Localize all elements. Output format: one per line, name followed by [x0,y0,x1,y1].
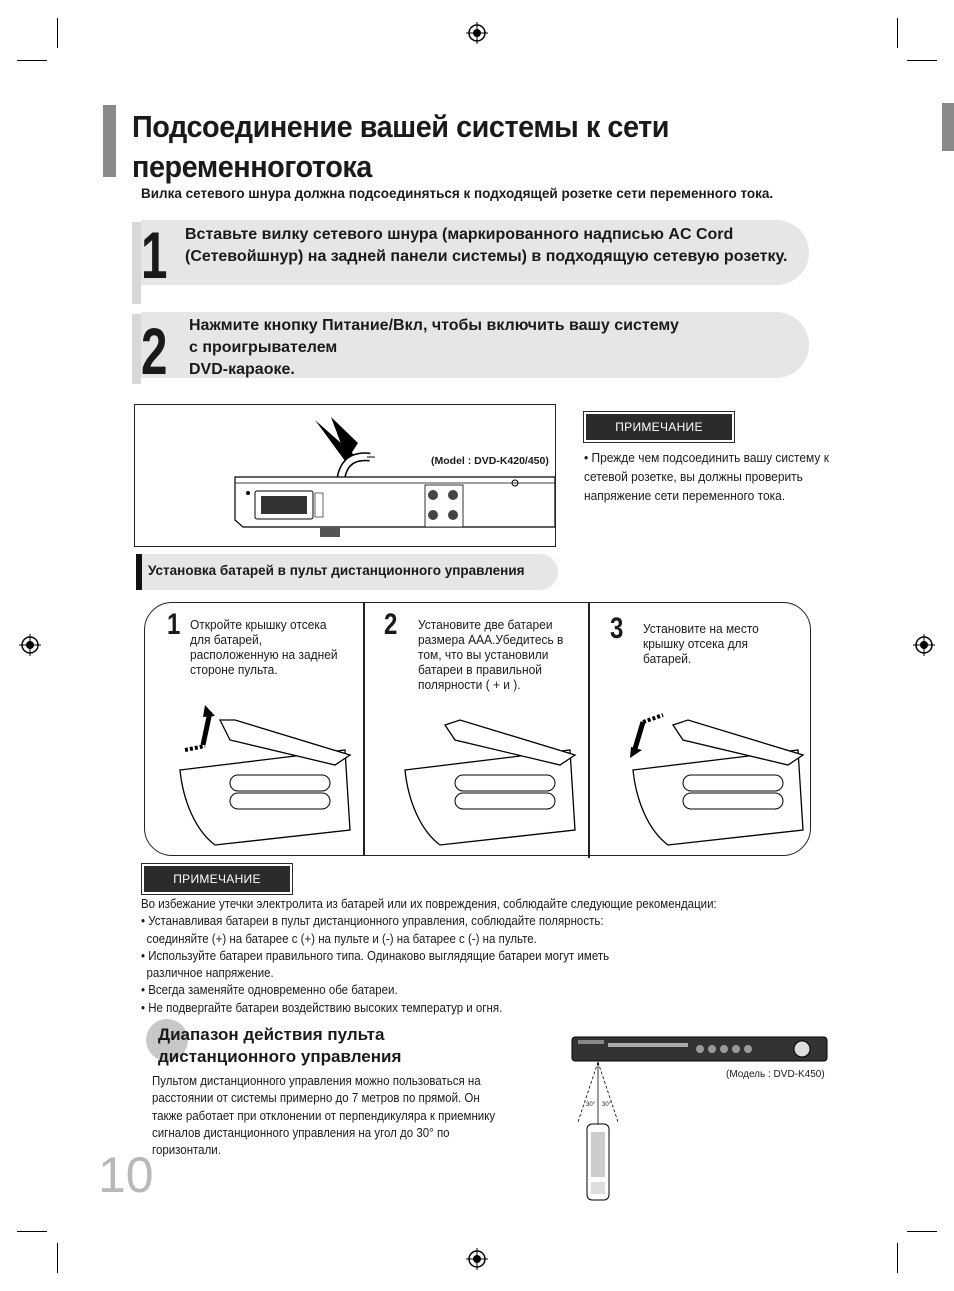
title-accent-bar [103,105,116,177]
panel-divider [363,603,365,856]
page-title-line: Подсоединение вашей системы к сети [132,109,670,144]
step-1-number: 1 [141,218,168,292]
crop-mark [57,1243,58,1273]
page-edge-tab [942,103,954,151]
step-side-bar [132,314,141,384]
battery-step-1-number: 1 [167,608,181,641]
registration-mark-icon [466,1248,488,1270]
crop-mark [907,1231,937,1232]
crop-mark [897,1243,898,1273]
step-2-number: 2 [141,314,168,388]
registration-mark-icon [913,634,935,656]
registration-mark-icon [466,22,488,44]
note-text: • Прежде чем подсоединить вашу систему к сетевой розетке, вы должны проверить напряжение сети переменного тока. [584,450,829,503]
remote-open-illustration [175,700,355,850]
model-label: (Model : DVD-K420/450) [431,455,549,467]
battery-warnings [141,896,730,1017]
rear-panel-illustration [135,405,555,545]
warning-line: Во избежание утечки электролита из батарей или их повреждения, соблюдайте следующие рекомендации: [141,897,717,911]
warning-line: • Не подвергайте батареи воздействию высоких температур и огня. [141,1000,503,1015]
step-2-text [189,315,789,381]
warning-line: • Всегда заменяйте одновременно обе батареи. [141,983,398,998]
battery-step-2-text: Установите две батареи размера ААА.Убедитесь в том, что вы установили батареи в правильной полярности ( + и ). [418,617,564,692]
crop-mark [17,60,47,61]
remote-range-illustration [570,1032,830,1207]
warning-line: различное напряжение. [146,966,274,981]
registration-mark-icon [19,634,41,656]
range-section-title [158,1024,478,1068]
page-number: 10 [98,1147,154,1203]
warning-line: • Используйте батареи правильного типа. Одинаково выглядящие батареи могут иметь [141,948,610,963]
warning-line: соединяйте (+) на батарее с (+) на пульте и (-) на батарее с (-) на пульте. [146,931,537,946]
step-1-text: Вставьте вилку сетевого шнура (маркированного надписью AC Cord (Сетевойшнур) на задней панели системы) в подходящую сетевую розетку. [185,226,788,265]
battery-step-1-text: Откройте крышку отсека для батарей, расположенную на задней стороне пульта. [190,617,338,677]
step-side-bar [132,222,141,304]
rear-panel-figure [134,404,556,547]
crop-mark [897,18,898,48]
battery-step-3-text: Установите на место крышку отсека для батарей. [643,621,759,666]
remote-insert-illustration [400,710,580,850]
angle-right-label: 30° [602,1102,612,1108]
note-label: ПРИМЕЧАНИЕ [142,864,292,894]
range-title-line: дистанционного управления [158,1047,402,1066]
range-text: Пультом дистанционного управления можно пользоваться на расстоянии от системы примерно до 7 метров по прямой. Он также работает при отклонении от перпендикуляра к приемнику сигналов дистанционного управления на угол до 30° по горизонтали. [152,1074,496,1158]
range-title-line: Диапазон действия пульта [158,1025,385,1044]
step-2-line: с проигрывателем [189,339,338,356]
crop-mark [17,1231,47,1232]
step-2-line: Нажмите кнопку Питание/Вкл, чтобы включить вашу систему [189,317,679,334]
crop-mark [907,60,937,61]
battery-section-title: Установка батарей в пульт дистанционного управления [148,563,525,578]
page-title [132,107,709,187]
note-label: ПРИМЕЧАНИЕ [584,412,734,442]
battery-title-bar [136,554,142,590]
crop-mark [57,18,58,48]
panel-divider [588,603,590,858]
model-label: (Модель : DVD-K450) [726,1069,825,1080]
battery-step-2-number: 2 [384,608,398,641]
page-title-line: переменноготока [132,149,372,184]
intro-text: Вилка сетевого шнура должна подсоединяться к подходящей розетке сети переменного тока. [141,186,774,201]
angle-left-label: 30° [586,1102,596,1108]
warning-line: • Устанавливая батареи в пульт дистанционного управления, соблюдайте полярность: [141,914,604,929]
remote-close-illustration [628,710,808,850]
step-2-line: DVD-караоке. [189,361,295,378]
battery-step-3-number: 3 [610,612,624,645]
